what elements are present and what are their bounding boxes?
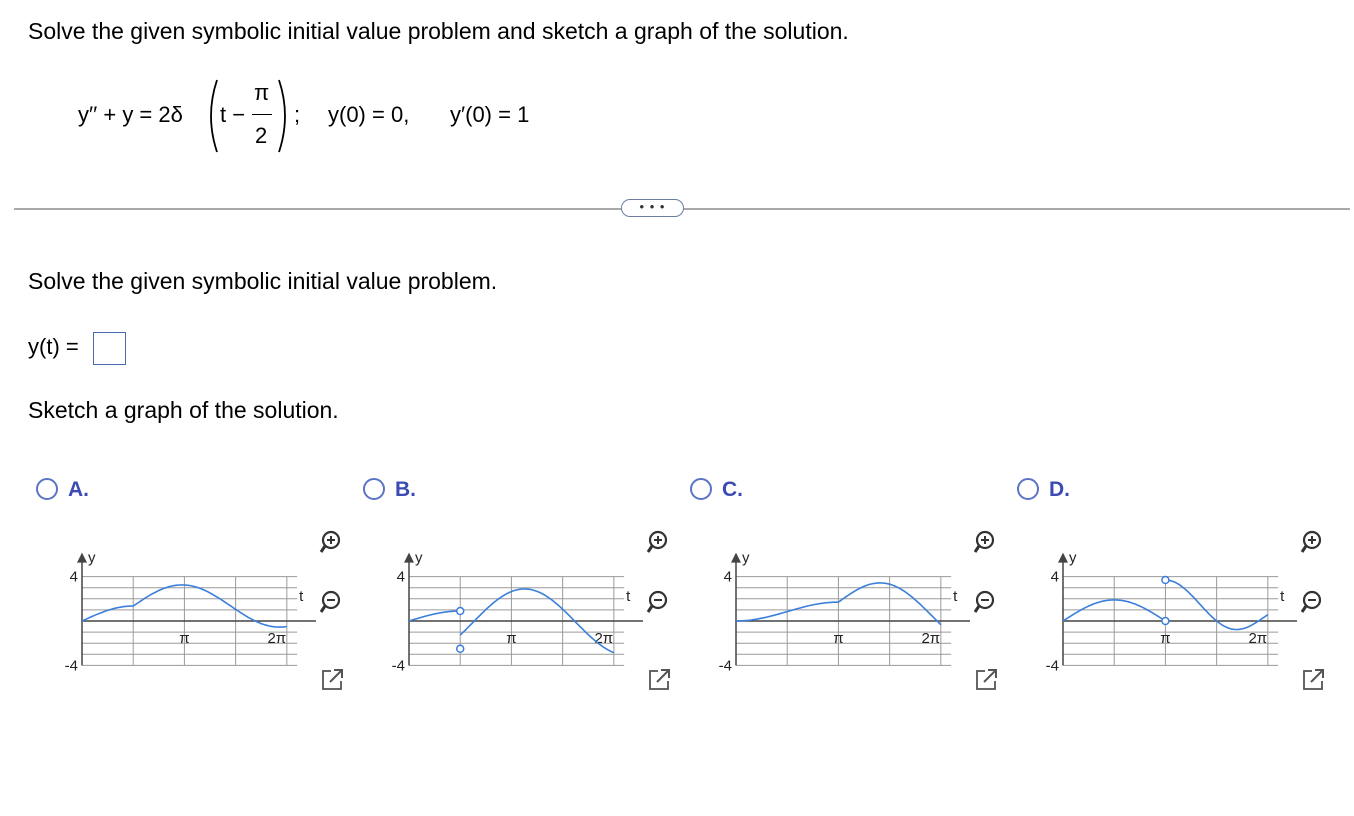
zoom-in-icon[interactable] <box>318 528 346 556</box>
option-letter: B. <box>395 478 416 501</box>
open-point <box>457 608 464 615</box>
solution-graph <box>363 520 643 760</box>
y-min-tick-label: -4 <box>1045 657 1059 675</box>
y-axis-arrow-icon <box>404 553 414 563</box>
pi-tick-label: π <box>833 630 844 647</box>
problem-statement: Solve the given symbolic initial value problem and sketch a graph of the solution. <box>28 18 849 44</box>
solution-graph <box>690 520 970 760</box>
two-pi-tick-label: 2π <box>594 630 614 647</box>
zoom-out-icon[interactable] <box>318 588 346 616</box>
pi-tick-label: π <box>506 630 517 647</box>
fraction-bar <box>252 114 272 115</box>
option-letter: C. <box>722 478 743 501</box>
expand-icon[interactable] <box>972 666 1000 694</box>
x-axis-label: t <box>299 588 304 605</box>
option-radio[interactable] <box>690 478 712 500</box>
option-c[interactable] <box>690 476 1010 766</box>
equation-semicolon: ; <box>294 102 301 127</box>
two-pi-tick-label: 2π <box>1248 630 1268 647</box>
initial-condition-2: y′(0) = 1 <box>450 102 530 127</box>
open-point <box>1162 618 1169 625</box>
left-paren-icon <box>202 78 220 154</box>
option-a[interactable] <box>36 476 356 766</box>
y-axis-arrow-icon <box>1058 553 1068 563</box>
option-radio[interactable] <box>36 478 58 500</box>
expand-icon[interactable] <box>318 666 346 694</box>
zoom-in-icon[interactable] <box>1299 528 1327 556</box>
y-min-tick-label: -4 <box>391 657 405 675</box>
y-max-tick-label: 4 <box>1050 568 1059 586</box>
answer-input[interactable] <box>93 332 126 365</box>
zoom-out-icon[interactable] <box>645 588 673 616</box>
solution-graph <box>1017 520 1297 760</box>
option-b[interactable] <box>363 476 683 766</box>
x-axis-label: t <box>1280 588 1285 605</box>
show-more-button[interactable]: • • • <box>621 199 684 217</box>
option-letter: A. <box>68 478 89 501</box>
equation-pi: π <box>254 80 270 105</box>
option-letter: D. <box>1049 478 1070 501</box>
expand-icon[interactable] <box>1299 666 1327 694</box>
initial-condition-1: y(0) = 0, <box>328 102 410 127</box>
open-point <box>1162 577 1169 584</box>
y-axis-label: y <box>415 549 423 567</box>
zoom-out-icon[interactable] <box>972 588 1000 616</box>
y-axis-arrow-icon <box>77 553 87 563</box>
two-pi-tick-label: 2π <box>267 630 287 647</box>
y-axis-label: y <box>88 549 96 567</box>
option-d[interactable] <box>1017 476 1337 766</box>
open-point <box>457 645 464 652</box>
zoom-out-icon[interactable] <box>1299 588 1327 616</box>
x-axis-label: t <box>626 588 631 605</box>
solution-graph <box>36 520 316 760</box>
y-max-tick-label: 4 <box>723 568 732 586</box>
two-pi-tick-label: 2π <box>921 630 941 647</box>
right-paren-icon <box>276 78 294 154</box>
x-axis-label: t <box>953 588 958 605</box>
zoom-in-icon[interactable] <box>972 528 1000 556</box>
zoom-in-icon[interactable] <box>645 528 673 556</box>
sketch-prompt: Sketch a graph of the solution. <box>28 397 339 423</box>
sub-prompt: Solve the given symbolic initial value problem. <box>28 268 498 294</box>
equation-lhs: y′′ + y = 2δ <box>78 102 183 127</box>
option-radio[interactable] <box>1017 478 1039 500</box>
solution-curve-segment-1 <box>409 611 460 621</box>
y-axis-label: y <box>742 549 750 567</box>
y-min-tick-label: -4 <box>718 657 732 675</box>
y-max-tick-label: 4 <box>69 568 78 586</box>
y-axis-label: y <box>1069 549 1077 567</box>
y-max-tick-label: 4 <box>396 568 405 586</box>
option-radio[interactable] <box>363 478 385 500</box>
y-min-tick-label: -4 <box>64 657 78 675</box>
y-axis-arrow-icon <box>731 553 741 563</box>
expand-icon[interactable] <box>645 666 673 694</box>
answer-label: y(t) = <box>28 334 79 359</box>
pi-tick-label: π <box>1160 630 1171 647</box>
equation-two: 2 <box>255 123 268 148</box>
equation-t-minus: t − <box>220 102 246 127</box>
pi-tick-label: π <box>179 630 190 647</box>
